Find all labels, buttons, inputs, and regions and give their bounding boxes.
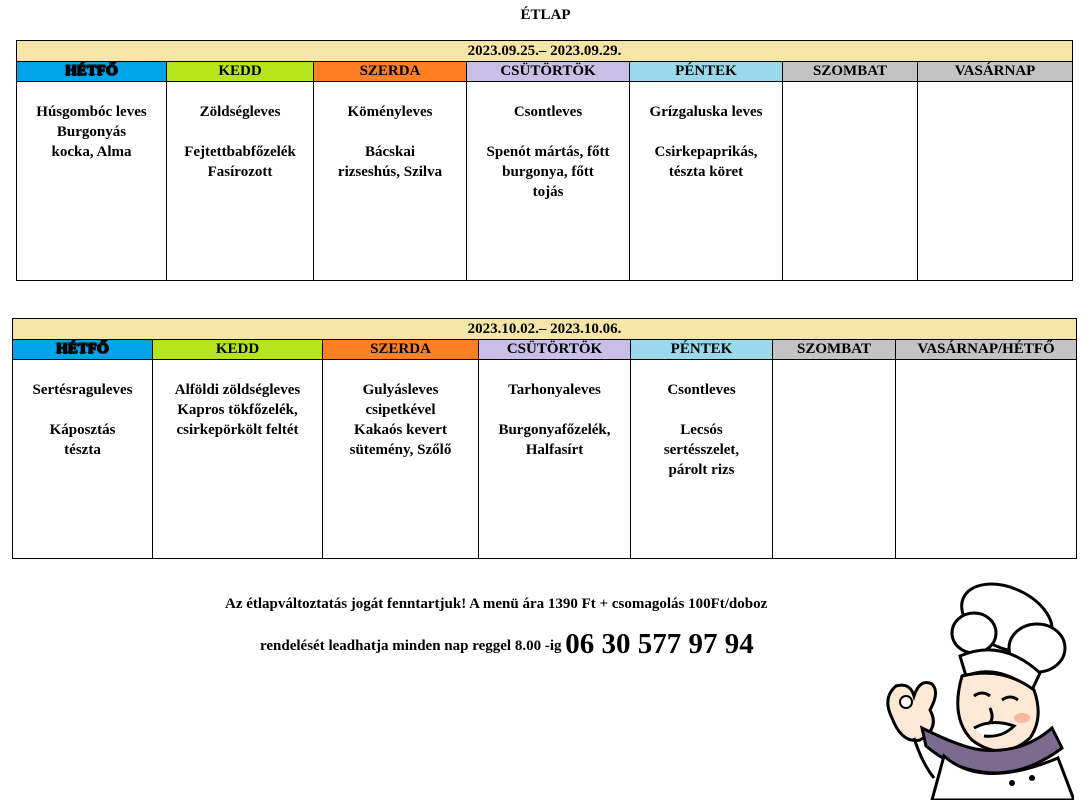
- price-notice: Az étlapváltoztatás jogát fenntartjuk! A menü ára 1390 Ft + csomagolás 100Ft/doboz: [225, 596, 768, 612]
- week1-header-tuesday: KEDD: [167, 62, 314, 82]
- week1-header-saturday: SZOMBAT: [783, 62, 918, 82]
- week2-header-thursday: CSÜTÖRTÖK: [479, 340, 631, 360]
- week2-header-sunday-monday: VASÁRNAP/HÉTFŐ: [896, 340, 1077, 360]
- week1-meal-wednesday: Köményleves Bácskai rizseshús, Szilva: [314, 82, 467, 281]
- chef-face-icon: [958, 673, 1038, 751]
- week1-header-thursday: CSÜTÖRTÖK: [467, 62, 630, 82]
- week2-header-friday: PÉNTEK: [631, 340, 773, 360]
- week1-meal-tuesday: Zöldségleves Fejtettbabfőzelék Fasírozott: [167, 82, 314, 281]
- week1-day-label: HÉTFŐ: [65, 63, 118, 79]
- week1-header-friday: PÉNTEK: [630, 62, 783, 82]
- week2-meal-friday: Csontleves Lecsós sertésszelet, párolt rizs: [631, 360, 773, 559]
- week1-meal-monday: Húsgombóc leves Burgonyás kocka, Alma: [17, 82, 167, 281]
- chef-illustration: [862, 578, 1074, 800]
- phone-number: 06 30 577 97 94: [565, 628, 754, 660]
- week1-date-range: 2023.09.25.– 2023.09.29.: [17, 41, 1073, 62]
- week2-date-range: 2023.10.02.– 2023.10.06.: [13, 319, 1077, 340]
- week2-day-label: HÉTFŐ: [56, 341, 109, 357]
- order-text: rendelését leadhatja minden nap reggel 8.00 -ig: [260, 638, 566, 654]
- week1-header-sunday: VASÁRNAP: [918, 62, 1073, 82]
- week1-header-wednesday: SZERDA: [314, 62, 467, 82]
- page-title: ÉTLAP: [520, 7, 571, 23]
- week2-meal-wednesday: Gulyásleves csipetkével Kakaós kevert sütemény, Szőlő: [323, 360, 479, 559]
- week1-meal-friday: Grízgaluska leves Csirkepaprikás, tészta köret: [630, 82, 783, 281]
- week2-meal-thursday: Tarhonyaleves Burgonyafőzelék, Halfasírt: [479, 360, 631, 559]
- week1-meal-sunday: [918, 82, 1073, 281]
- week2-meal-sunday-monday: [896, 360, 1077, 559]
- week2-meal-monday: Sertésraguleves Káposztás tészta: [13, 360, 153, 559]
- week2-meal-saturday: [773, 360, 896, 559]
- week2-header-saturday: SZOMBAT: [773, 340, 896, 360]
- week2-header-wednesday: SZERDA: [323, 340, 479, 360]
- week1-menu-table: [16, 40, 1073, 281]
- week2-menu-table: [12, 318, 1077, 559]
- week2-meal-tuesday: Alföldi zöldségleves Kapros tökfőzelék, csirkepörkölt feltét: [153, 360, 323, 559]
- week1-meal-thursday: Csontleves Spenót mártás, főtt burgonya, főtt tojás: [467, 82, 630, 281]
- week1-meal-saturday: [783, 82, 918, 281]
- week2-header-tuesday: KEDD: [153, 340, 323, 360]
- week1-header-monday: [17, 62, 167, 82]
- week2-header-monday: [13, 340, 153, 360]
- order-info: [260, 628, 754, 661]
